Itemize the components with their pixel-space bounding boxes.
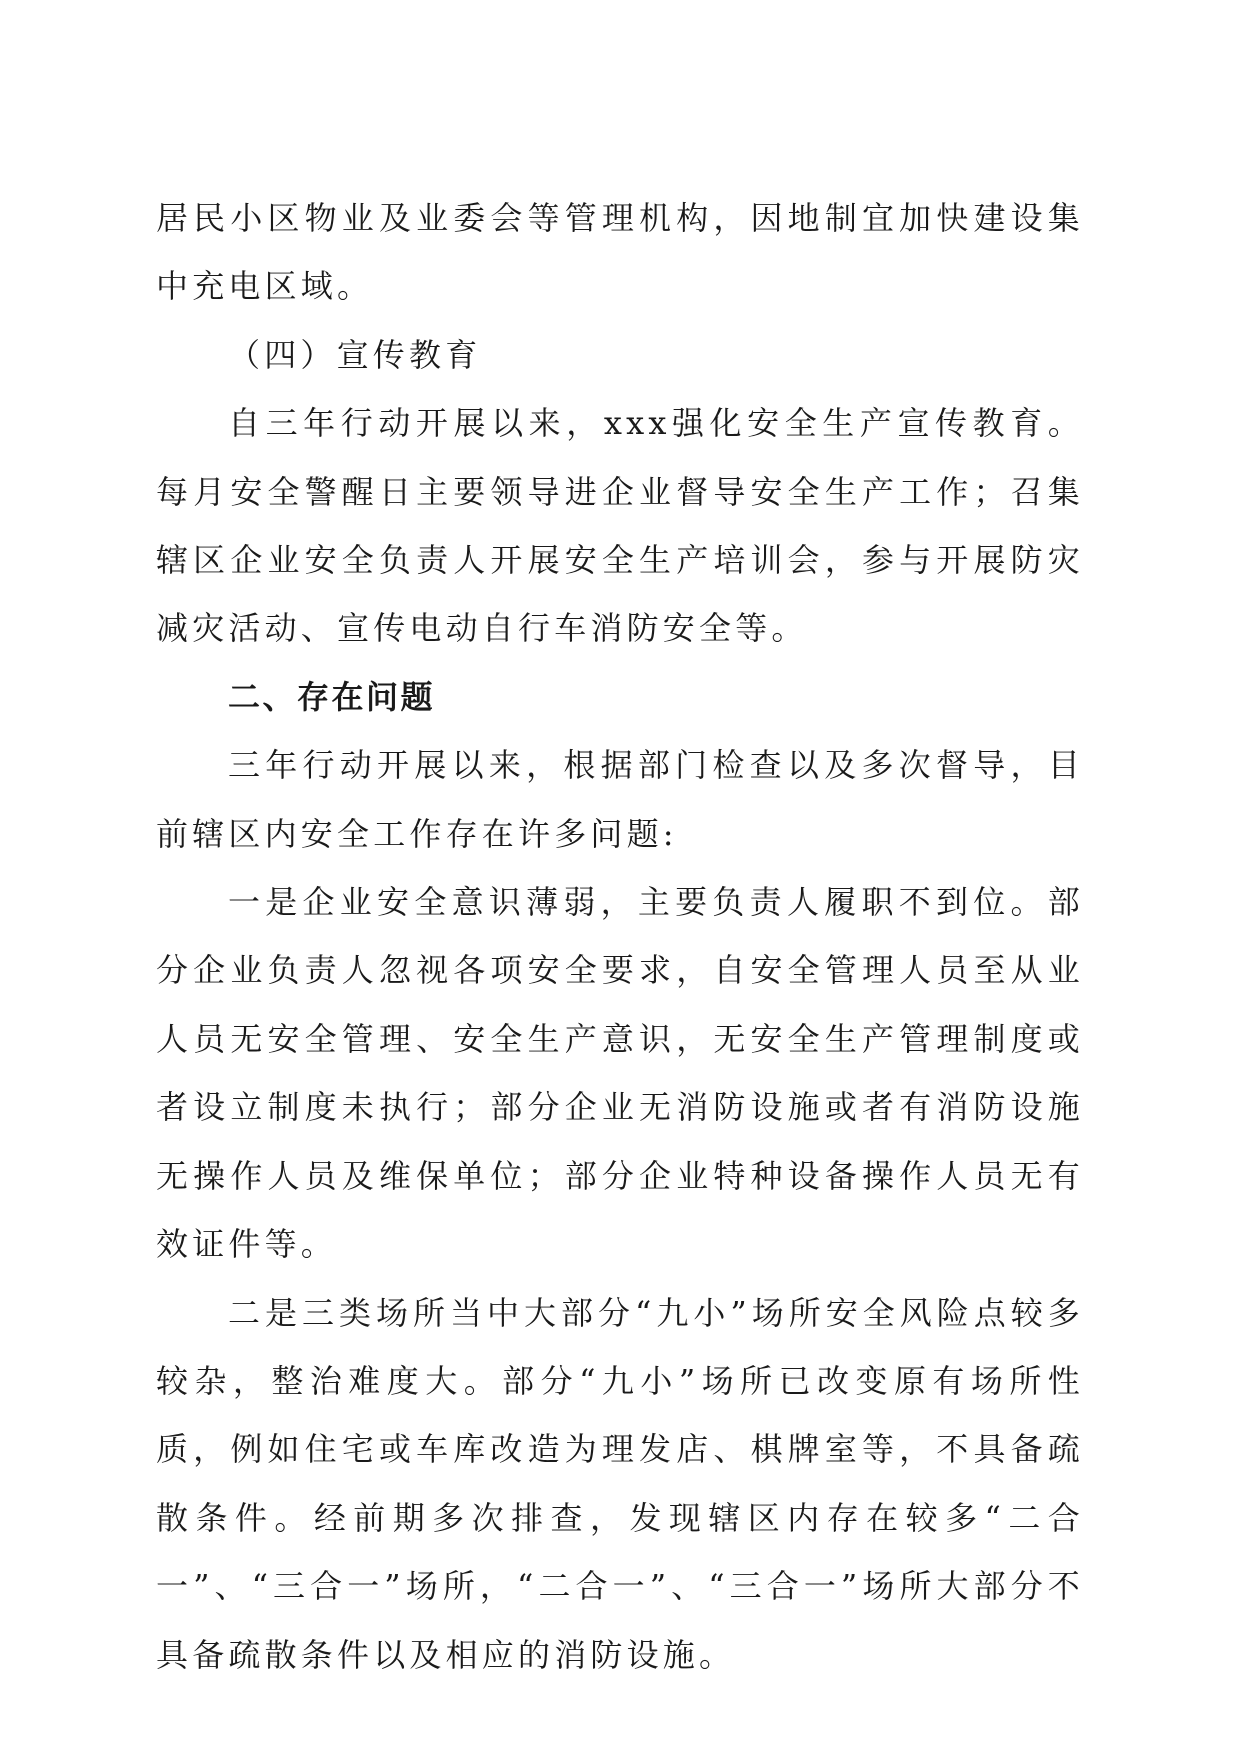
paragraph-problem-one: 一是企业安全意识薄弱，主要负责人履职不到位。部分企业负责人忽视各项安全要求，自安全管理人员至从业人员无安全管理、安全生产意识，无安全生产管理制度或者设立制度未执行；部分企业无消防设施或者有消防设施无操作人员及维保单位；部分企业特种设备操作人员无有效证件等。 — [156, 883, 1084, 1264]
paragraph-continuation: 居民小区物业及业委会等管理机构，因地制宜加快建设集中充电区域。 — [156, 199, 1084, 306]
document-body — [156, 184, 1084, 1689]
paragraph-problem-two: 二是三类场所当中大部分“九小”场所安全风险点较多较杂，整治难度大。部分“九小”场所已改变原有场所性质，例如住宅或车库改造为理发店、棋牌室等，不具备疏散条件。经前期多次排查，发现辖区内存在较多“二合一”、“三合一”场所，“二合一”、“三合一”场所大部分不具备疏散条件以及相应的消防设施。 — [156, 1293, 1084, 1674]
paragraph-publicity: 自三年行动开展以来，xxx强化安全生产宣传教育。每月安全警醒日主要领导进企业督导安全生产工作；召集辖区企业安全负责人开展安全生产培训会，参与开展防灾减灾活动、宣传电动自行车消防安全等。 — [156, 404, 1084, 648]
paragraph-problems-intro: 三年行动开展以来，根据部门检查以及多次督导，目前辖区内安全工作存在许多问题: — [156, 746, 1084, 853]
section-heading-existing-problems: 二、存在问题 — [228, 677, 436, 716]
subheading-publicity-education: （四）宣传教育 — [228, 335, 482, 374]
